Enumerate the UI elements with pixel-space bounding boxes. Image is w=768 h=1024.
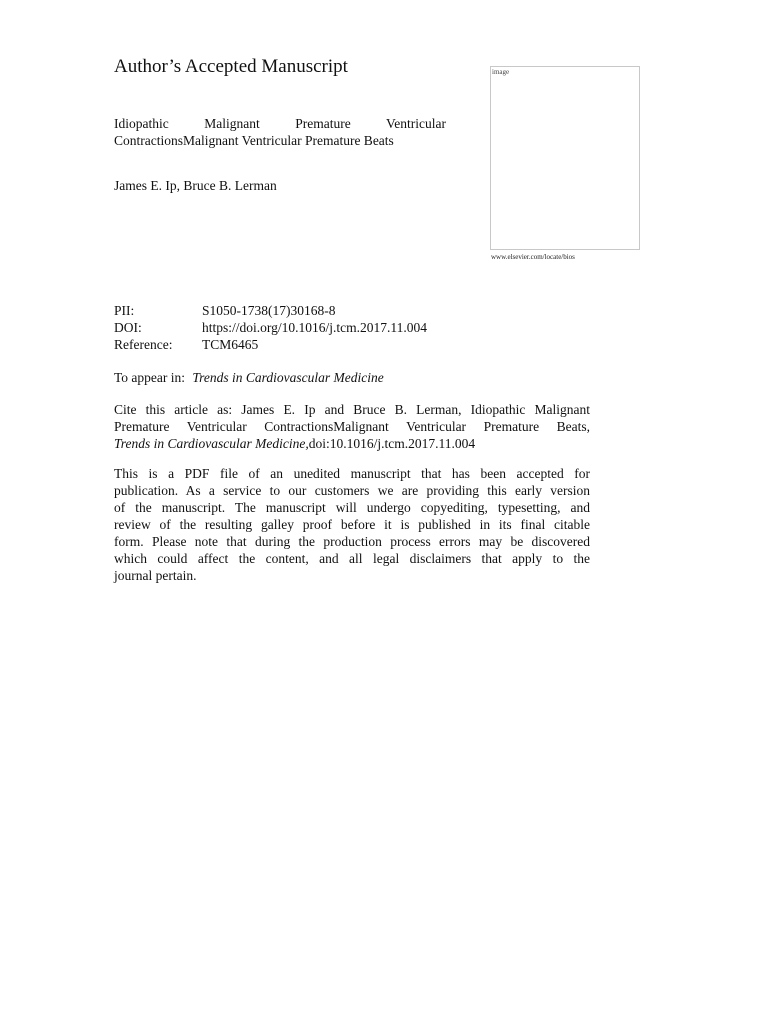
citation-line-2: Premature Ventricular ContractionsMalignant Ventricular Premature Beats, <box>114 419 590 434</box>
cover-image-alt-text: image <box>492 68 510 76</box>
journal-cover-image <box>490 66 640 250</box>
journal-url: www.elsevier.com/locate/bios <box>491 253 575 261</box>
citation-doi: doi:10.1016/j.tcm.2017.11.004 <box>308 436 476 451</box>
citation-paragraph <box>114 401 590 452</box>
disclaimer-paragraph <box>114 465 590 584</box>
metadata-key: PII: <box>114 303 135 318</box>
metadata-value: S1050-1738(17)30168-8 <box>202 303 336 318</box>
disclaimer-line: publication. As a service to our customers we are providing this early version <box>114 483 590 498</box>
article-authors: James E. Ip, Bruce B. Lerman <box>114 178 277 193</box>
manuscript-heading: Author’s Accepted Manuscript <box>114 56 348 77</box>
disclaimer-line: which could affect the content, and all legal disclaimers that apply to the <box>114 551 590 566</box>
disclaimer-line: review of the resulting galley proof before it is published in its final citable <box>114 517 590 532</box>
to-appear-label: To appear in: <box>114 370 186 385</box>
metadata-row-reference <box>114 336 427 353</box>
disclaimer-line: of the manuscript. The manuscript will undergo copyediting, typesetting, and <box>114 500 590 515</box>
article-title <box>114 115 446 149</box>
citation-journal: Trends in Cardiovascular Medicine, <box>114 436 309 451</box>
metadata-value: https://doi.org/10.1016/j.tcm.2017.11.004 <box>202 320 428 335</box>
citation-line-3 <box>114 435 590 452</box>
metadata-value: TCM6465 <box>202 337 259 352</box>
disclaimer-line: This is a PDF file of an unedited manuscript that has been accepted for <box>114 466 590 481</box>
metadata-key: Reference: <box>114 337 173 352</box>
journal-name: Trends in Cardiovascular Medicine <box>192 370 384 385</box>
metadata-key: DOI: <box>114 320 142 335</box>
article-title-line-2: ContractionsMalignant Ventricular Premature Beats <box>114 133 394 148</box>
article-title-line-1: Idiopathic Malignant Premature Ventricular <box>114 116 446 131</box>
to-appear-in <box>114 369 384 386</box>
metadata-row-doi <box>114 319 427 336</box>
disclaimer-line: form. Please note that during the production process errors may be discovered <box>114 534 590 549</box>
citation-line-1: Cite this article as: James E. Ip and Bruce B. Lerman, Idiopathic Malignant <box>114 402 590 417</box>
article-metadata <box>114 302 427 353</box>
disclaimer-last-line: journal pertain. <box>114 568 197 583</box>
metadata-row-pii <box>114 302 427 319</box>
